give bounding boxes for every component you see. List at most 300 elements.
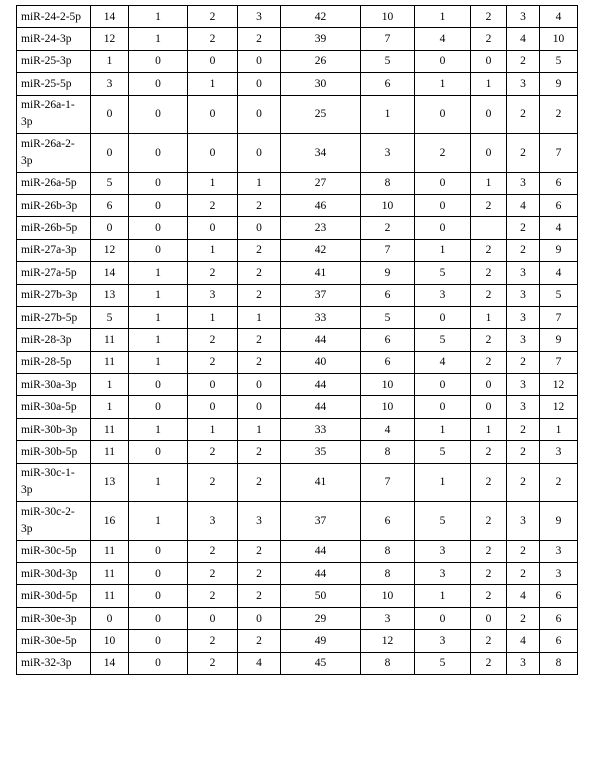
value-cell: 1: [415, 6, 471, 28]
value-cell: 1: [238, 418, 281, 440]
mirna-name-cell: miR-27a-5p: [17, 262, 91, 284]
value-cell: 0: [91, 95, 129, 134]
value-cell: 13: [91, 463, 129, 502]
value-cell: 8: [361, 540, 415, 562]
value-cell: 2: [471, 585, 507, 607]
value-cell: 7: [540, 351, 578, 373]
value-cell: 2: [188, 28, 238, 50]
value-cell: 33: [281, 306, 361, 328]
value-cell: 5: [91, 306, 129, 328]
mirna-name-cell: miR-26a-1-3p: [17, 95, 91, 134]
value-cell: 3: [91, 73, 129, 95]
value-cell: 2: [471, 630, 507, 652]
value-cell: 2: [507, 217, 540, 239]
table-row: [17, 441, 578, 463]
value-cell: 2: [471, 6, 507, 28]
value-cell: 8: [540, 652, 578, 674]
value-cell: 0: [188, 374, 238, 396]
table-row: [17, 134, 578, 173]
table-row: [17, 217, 578, 239]
mirna-name-cell: miR-26a-5p: [17, 172, 91, 194]
mirna-name-cell: miR-27a-3p: [17, 239, 91, 261]
value-cell: 2: [188, 6, 238, 28]
value-cell: 14: [91, 6, 129, 28]
value-cell: 41: [281, 262, 361, 284]
table-row: [17, 652, 578, 674]
value-cell: 5: [361, 306, 415, 328]
table-row: [17, 607, 578, 629]
value-cell: 44: [281, 540, 361, 562]
value-cell: 0: [471, 50, 507, 72]
value-cell: 3: [507, 396, 540, 418]
value-cell: 11: [91, 540, 129, 562]
value-cell: 0: [471, 607, 507, 629]
mirna-name-cell: miR-30c-2-3p: [17, 502, 91, 541]
value-cell: 1: [415, 585, 471, 607]
value-cell: 1: [91, 50, 129, 72]
value-cell: 4: [507, 630, 540, 652]
value-cell: 1: [129, 284, 188, 306]
value-cell: 2: [188, 463, 238, 502]
value-cell: 10: [91, 630, 129, 652]
value-cell: 0: [129, 134, 188, 173]
value-cell: 10: [361, 396, 415, 418]
table-row: [17, 50, 578, 72]
value-cell: 2: [415, 134, 471, 173]
value-cell: 1: [415, 418, 471, 440]
mirna-name-cell: miR-30a-3p: [17, 374, 91, 396]
value-cell: 6: [361, 329, 415, 351]
value-cell: 1: [471, 306, 507, 328]
value-cell: 6: [361, 502, 415, 541]
value-cell: 2: [238, 284, 281, 306]
value-cell: 7: [361, 463, 415, 502]
value-cell: 6: [540, 194, 578, 216]
value-cell: 2: [188, 563, 238, 585]
value-cell: 3: [540, 563, 578, 585]
value-cell: 2: [238, 194, 281, 216]
value-cell: 1: [91, 374, 129, 396]
mirna-name-cell: miR-26a-2-3p: [17, 134, 91, 173]
value-cell: 1: [415, 73, 471, 95]
mirna-name-cell: miR-24-3p: [17, 28, 91, 50]
value-cell: 9: [361, 262, 415, 284]
value-cell: 6: [91, 194, 129, 216]
value-cell: 42: [281, 6, 361, 28]
value-cell: 0: [129, 585, 188, 607]
value-cell: 12: [91, 28, 129, 50]
value-cell: 1: [129, 262, 188, 284]
mirna-name-cell: miR-26b-5p: [17, 217, 91, 239]
mirna-name-cell: miR-32-3p: [17, 652, 91, 674]
value-cell: 0: [471, 134, 507, 173]
value-cell: 1: [188, 73, 238, 95]
value-cell: 1: [129, 418, 188, 440]
table-row: [17, 540, 578, 562]
value-cell: 3: [507, 502, 540, 541]
value-cell: 2: [507, 95, 540, 134]
value-cell: 12: [540, 374, 578, 396]
value-cell: 0: [188, 50, 238, 72]
value-cell: 2: [507, 441, 540, 463]
table-row: [17, 351, 578, 373]
table-row: [17, 239, 578, 261]
value-cell: 0: [471, 374, 507, 396]
table-row: [17, 563, 578, 585]
mirna-name-cell: miR-30c-1-3p: [17, 463, 91, 502]
value-cell: 1: [188, 172, 238, 194]
value-cell: 0: [129, 239, 188, 261]
value-cell: 3: [415, 563, 471, 585]
value-cell: 7: [540, 306, 578, 328]
value-cell: 12: [91, 239, 129, 261]
mirna-name-cell: miR-30d-5p: [17, 585, 91, 607]
value-cell: 3: [540, 540, 578, 562]
value-cell: 4: [361, 418, 415, 440]
value-cell: 1: [129, 351, 188, 373]
value-cell: 2: [188, 585, 238, 607]
value-cell: 6: [540, 607, 578, 629]
value-cell: 4: [238, 652, 281, 674]
value-cell: 8: [361, 172, 415, 194]
value-cell: 46: [281, 194, 361, 216]
value-cell: 6: [361, 351, 415, 373]
value-cell: 2: [188, 630, 238, 652]
value-cell: 35: [281, 441, 361, 463]
value-cell: 0: [129, 563, 188, 585]
table-row: [17, 374, 578, 396]
value-cell: 0: [415, 607, 471, 629]
value-cell: 1: [238, 172, 281, 194]
value-cell: 2: [507, 418, 540, 440]
value-cell: 11: [91, 563, 129, 585]
value-cell: 1: [129, 28, 188, 50]
mirna-name-cell: miR-30b-5p: [17, 441, 91, 463]
value-cell: 40: [281, 351, 361, 373]
table-row: [17, 418, 578, 440]
value-cell: 5: [415, 502, 471, 541]
value-cell: 6: [540, 172, 578, 194]
value-cell: 11: [91, 585, 129, 607]
value-cell: 0: [91, 607, 129, 629]
value-cell: 34: [281, 134, 361, 173]
value-cell: [471, 217, 507, 239]
mirna-name-cell: miR-30a-5p: [17, 396, 91, 418]
table-row: [17, 463, 578, 502]
value-cell: 2: [471, 502, 507, 541]
mirna-name-cell: miR-24-2-5p: [17, 6, 91, 28]
value-cell: 1: [129, 329, 188, 351]
value-cell: 37: [281, 502, 361, 541]
value-cell: 9: [540, 502, 578, 541]
value-cell: 9: [540, 73, 578, 95]
table-row: [17, 172, 578, 194]
mirna-table: [16, 5, 578, 675]
value-cell: 5: [415, 262, 471, 284]
value-cell: 1: [129, 463, 188, 502]
mirna-name-cell: miR-25-5p: [17, 73, 91, 95]
value-cell: 5: [415, 441, 471, 463]
value-cell: 2: [471, 463, 507, 502]
value-cell: 14: [91, 262, 129, 284]
value-cell: 0: [188, 607, 238, 629]
value-cell: 3: [507, 652, 540, 674]
value-cell: 1: [129, 502, 188, 541]
value-cell: 0: [238, 95, 281, 134]
value-cell: 1: [415, 239, 471, 261]
value-cell: 0: [238, 217, 281, 239]
value-cell: 1: [188, 239, 238, 261]
value-cell: 0: [129, 50, 188, 72]
table-row: [17, 95, 578, 134]
value-cell: 0: [415, 172, 471, 194]
value-cell: 11: [91, 418, 129, 440]
value-cell: 2: [188, 441, 238, 463]
value-cell: 2: [238, 463, 281, 502]
value-cell: 4: [540, 6, 578, 28]
table-row: [17, 329, 578, 351]
value-cell: 5: [91, 172, 129, 194]
value-cell: 4: [507, 28, 540, 50]
value-cell: 3: [238, 6, 281, 28]
value-cell: 0: [238, 396, 281, 418]
value-cell: 2: [238, 329, 281, 351]
value-cell: 3: [361, 134, 415, 173]
value-cell: 5: [540, 50, 578, 72]
value-cell: 0: [129, 217, 188, 239]
value-cell: 2: [471, 563, 507, 585]
value-cell: 0: [129, 95, 188, 134]
value-cell: 2: [471, 441, 507, 463]
value-cell: 2: [471, 284, 507, 306]
value-cell: 5: [540, 284, 578, 306]
value-cell: 39: [281, 28, 361, 50]
value-cell: 2: [507, 351, 540, 373]
value-cell: 8: [361, 441, 415, 463]
value-cell: 4: [507, 194, 540, 216]
value-cell: 16: [91, 502, 129, 541]
value-cell: 42: [281, 239, 361, 261]
value-cell: 0: [129, 73, 188, 95]
value-cell: 4: [507, 585, 540, 607]
value-cell: 12: [540, 396, 578, 418]
value-cell: 0: [238, 73, 281, 95]
value-cell: 2: [471, 194, 507, 216]
value-cell: 2: [471, 239, 507, 261]
value-cell: 3: [361, 607, 415, 629]
value-cell: 2: [507, 540, 540, 562]
value-cell: 2: [238, 262, 281, 284]
value-cell: 5: [415, 652, 471, 674]
value-cell: 4: [415, 28, 471, 50]
value-cell: 0: [415, 217, 471, 239]
value-cell: 5: [361, 50, 415, 72]
value-cell: 14: [91, 652, 129, 674]
value-cell: 0: [188, 134, 238, 173]
value-cell: 1: [188, 418, 238, 440]
value-cell: 0: [415, 95, 471, 134]
value-cell: 3: [540, 441, 578, 463]
table-row: [17, 284, 578, 306]
table-row: [17, 6, 578, 28]
value-cell: 1: [540, 418, 578, 440]
mirna-name-cell: miR-27b-5p: [17, 306, 91, 328]
mirna-name-cell: miR-25-3p: [17, 50, 91, 72]
value-cell: 0: [129, 540, 188, 562]
value-cell: 2: [507, 607, 540, 629]
value-cell: 10: [361, 194, 415, 216]
value-cell: 49: [281, 630, 361, 652]
value-cell: 0: [471, 396, 507, 418]
value-cell: 3: [188, 502, 238, 541]
mirna-name-cell: miR-30c-5p: [17, 540, 91, 562]
value-cell: 2: [471, 540, 507, 562]
value-cell: 3: [415, 284, 471, 306]
value-cell: 27: [281, 172, 361, 194]
table-row: [17, 28, 578, 50]
value-cell: 0: [188, 95, 238, 134]
table-row: [17, 585, 578, 607]
value-cell: 8: [361, 563, 415, 585]
value-cell: 2: [507, 563, 540, 585]
value-cell: 44: [281, 329, 361, 351]
value-cell: 1: [188, 306, 238, 328]
value-cell: 0: [129, 194, 188, 216]
value-cell: 44: [281, 374, 361, 396]
mirna-name-cell: miR-30e-3p: [17, 607, 91, 629]
value-cell: 3: [188, 284, 238, 306]
value-cell: 41: [281, 463, 361, 502]
value-cell: 37: [281, 284, 361, 306]
value-cell: 2: [361, 217, 415, 239]
value-cell: 0: [91, 134, 129, 173]
value-cell: 2: [188, 194, 238, 216]
value-cell: 12: [361, 630, 415, 652]
value-cell: 4: [415, 351, 471, 373]
value-cell: 2: [471, 28, 507, 50]
value-cell: 10: [540, 28, 578, 50]
value-cell: 7: [361, 239, 415, 261]
value-cell: 2: [188, 540, 238, 562]
value-cell: 9: [540, 329, 578, 351]
table-row: [17, 630, 578, 652]
mirna-name-cell: miR-28-3p: [17, 329, 91, 351]
value-cell: 3: [507, 329, 540, 351]
value-cell: 1: [129, 6, 188, 28]
value-cell: 2: [238, 441, 281, 463]
value-cell: 50: [281, 585, 361, 607]
value-cell: 0: [415, 306, 471, 328]
mirna-name-cell: miR-28-5p: [17, 351, 91, 373]
value-cell: 0: [129, 396, 188, 418]
value-cell: 0: [129, 172, 188, 194]
value-cell: 10: [361, 6, 415, 28]
value-cell: 2: [188, 351, 238, 373]
value-cell: 0: [238, 134, 281, 173]
value-cell: 1: [238, 306, 281, 328]
value-cell: 10: [361, 374, 415, 396]
value-cell: 0: [188, 396, 238, 418]
value-cell: 2: [540, 95, 578, 134]
value-cell: 0: [238, 607, 281, 629]
value-cell: 1: [129, 306, 188, 328]
value-cell: 0: [471, 95, 507, 134]
value-cell: 4: [540, 217, 578, 239]
table-row: [17, 396, 578, 418]
value-cell: 44: [281, 563, 361, 585]
value-cell: 0: [129, 374, 188, 396]
value-cell: 2: [238, 585, 281, 607]
value-cell: 9: [540, 239, 578, 261]
value-cell: 3: [507, 73, 540, 95]
value-cell: 2: [188, 262, 238, 284]
table-body: [17, 6, 578, 675]
value-cell: 3: [507, 172, 540, 194]
value-cell: 1: [471, 172, 507, 194]
value-cell: 0: [415, 50, 471, 72]
mirna-name-cell: miR-30b-3p: [17, 418, 91, 440]
value-cell: 3: [507, 306, 540, 328]
value-cell: 29: [281, 607, 361, 629]
value-cell: 26: [281, 50, 361, 72]
table-row: [17, 73, 578, 95]
value-cell: 33: [281, 418, 361, 440]
value-cell: 11: [91, 329, 129, 351]
value-cell: 44: [281, 396, 361, 418]
value-cell: 3: [507, 374, 540, 396]
value-cell: 2: [540, 463, 578, 502]
value-cell: 11: [91, 351, 129, 373]
value-cell: 6: [361, 73, 415, 95]
value-cell: 2: [471, 652, 507, 674]
value-cell: 0: [415, 194, 471, 216]
value-cell: 0: [129, 630, 188, 652]
value-cell: 2: [471, 329, 507, 351]
value-cell: 13: [91, 284, 129, 306]
mirna-name-cell: miR-27b-3p: [17, 284, 91, 306]
value-cell: 2: [238, 351, 281, 373]
value-cell: 2: [238, 630, 281, 652]
value-cell: 2: [507, 463, 540, 502]
value-cell: 25: [281, 95, 361, 134]
value-cell: 0: [415, 396, 471, 418]
value-cell: 2: [188, 329, 238, 351]
value-cell: 1: [471, 418, 507, 440]
value-cell: 23: [281, 217, 361, 239]
value-cell: 8: [361, 652, 415, 674]
value-cell: 3: [507, 284, 540, 306]
value-cell: 2: [507, 239, 540, 261]
value-cell: 1: [471, 73, 507, 95]
value-cell: 6: [540, 585, 578, 607]
value-cell: 3: [415, 630, 471, 652]
value-cell: 0: [238, 374, 281, 396]
value-cell: 1: [91, 396, 129, 418]
value-cell: 2: [238, 540, 281, 562]
value-cell: 3: [415, 540, 471, 562]
mirna-name-cell: miR-30d-3p: [17, 563, 91, 585]
value-cell: 2: [238, 28, 281, 50]
value-cell: 0: [129, 607, 188, 629]
value-cell: 0: [91, 217, 129, 239]
value-cell: 2: [471, 351, 507, 373]
value-cell: 45: [281, 652, 361, 674]
value-cell: 1: [415, 463, 471, 502]
value-cell: 3: [238, 502, 281, 541]
value-cell: 4: [540, 262, 578, 284]
table-row: [17, 194, 578, 216]
value-cell: 11: [91, 441, 129, 463]
